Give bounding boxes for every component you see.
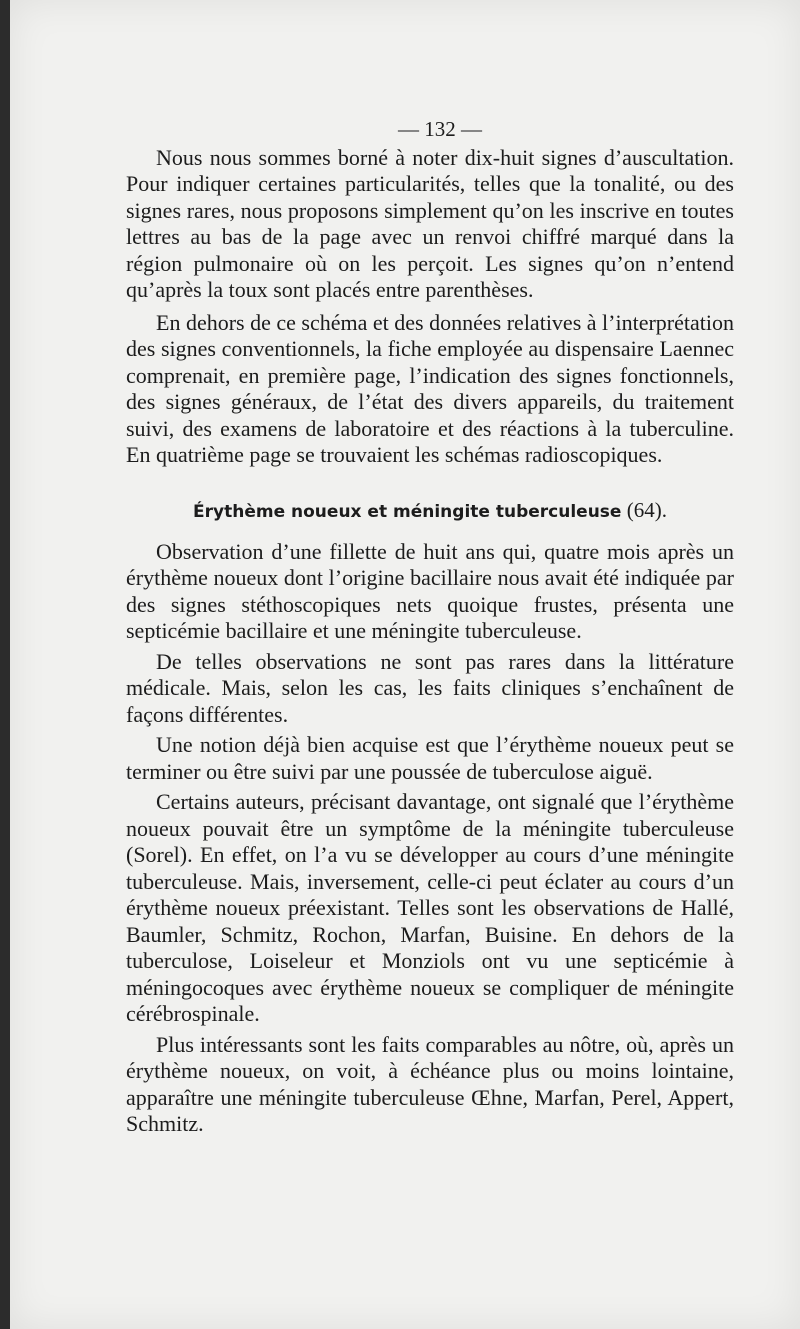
page-number: — 132 — (398, 117, 482, 141)
paragraph-interessants: Plus intéressants sont les faits comparables au nôtre, où, après un érythème noueux, on voit, à échéance plus ou moins lointaine, apparaître une méningite tuberculeuse Œhne, Marfan, Perel, Appert, Schmitz. (126, 1031, 734, 1136)
paragraph-auscultation: Nous nous sommes borné à noter dix-huit signes d’auscultation. Pour indiquer certaines particularités, telles que la tonalité, ou des signes rares, nous proposons simplement qu’on les inscrive en toutes lettres au bas de la page avec un renvoi chiffré marqué dans la région pulmonaire où on les perçoit. Les signes qu’on n’entend qu’après la toux sont placés entre parenthèses. (126, 144, 734, 302)
erythema-section (126, 539, 734, 1138)
paragraph-auteurs: Certains auteurs, précisant davantage, ont signalé que l’érythème noueux pouvait être un symptôme de la méningite tuberculeuse (Sorel). En effet, on l’a vu se développer au cours d’une méningite tuberculeuse. Mais, inversement, celle-ci peut éclater au cours d’un érythème noueux préexistant. Telles sont les observations de Hallé, Baumler, Schmitz, Rochon, Marfan, Buisine. En dehors de la tuberculose, Loiseleur et Monziols ont vu une septicémie à méningocoques avec érythème noueux se compliquer de méningite cérébrospinale. (126, 789, 734, 1026)
paragraph-litterature: De telles observations ne sont pas rares dans la littérature médicale. Mais, selon les cas, les faits cliniques s’enchaînent de façons différentes. (126, 648, 734, 727)
book-page (10, 0, 800, 1329)
section-reference: (64). (626, 497, 667, 522)
intro-section (126, 145, 734, 469)
page-content (126, 116, 734, 1142)
section-heading (126, 497, 734, 525)
paragraph-observation: Observation d’une fillette de huit ans qui, quatre mois après un érythème noueux dont l’origine bacillaire nous avait été indiquée par des signes stéthoscopiques nets quoique frustes, présenta une septicémie bacillaire et une méningite tuberculeuse. (126, 538, 734, 643)
paragraph-notion: Une notion déjà bien acquise est que l’érythème noueux peut se terminer ou être suivi par une poussée de tuberculose aiguë. (126, 732, 734, 784)
section-title: Érythème noueux et méningite tuberculeuse (193, 501, 622, 522)
paragraph-fiche: En dehors de ce schéma et des données relatives à l’interprétation des signes conventionnels, la fiche employée au dispensaire Laennec comprenait, en première page, l’indication des signes fonctionnels, des signes généraux, de l’état des divers appareils, du traitement suivi, des examens de laboratoire et des réactions à la tuberculine. En quatrième page se trouvaient les schémas radioscopiques. (126, 309, 734, 467)
